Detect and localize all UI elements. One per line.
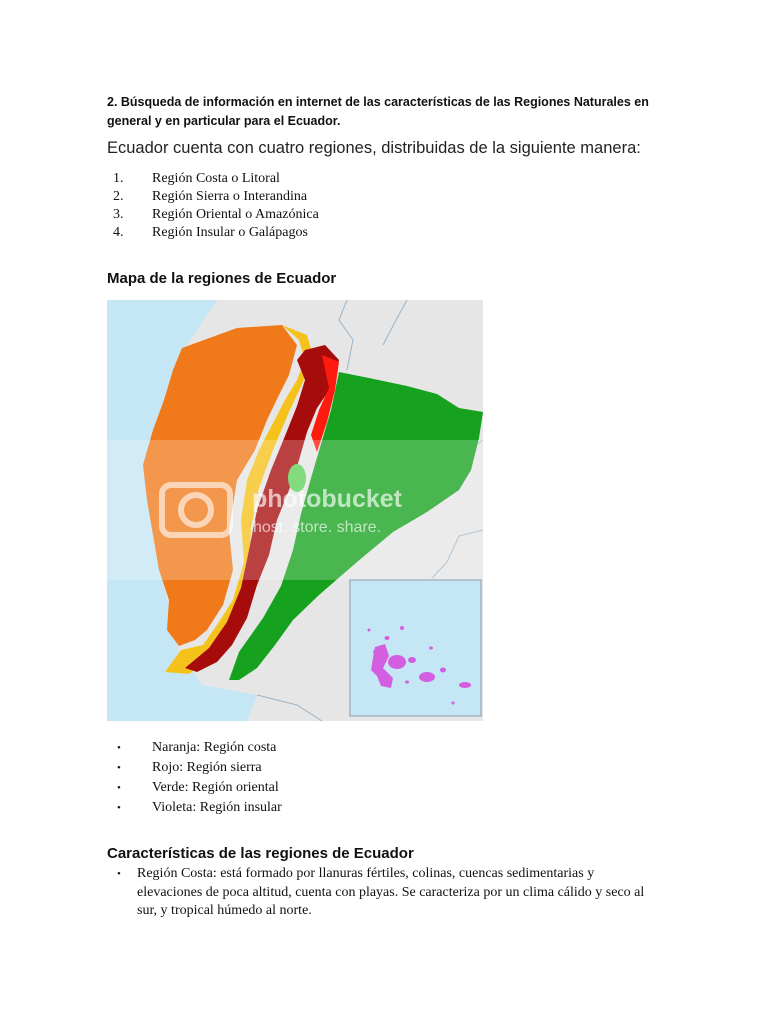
list-item-label: Región Oriental o Amazónica [152,207,319,222]
costa-description [117,865,657,921]
watermark-tagline: host. store. share. [253,519,382,536]
legend-label: Rojo: Región sierra [152,760,262,775]
map-legend [117,738,477,818]
list-item [113,206,413,224]
bullet: • [117,802,121,814]
list-item [113,224,413,242]
legend-label: Naranja: Región costa [152,740,277,755]
bullet: • [117,742,121,754]
list-number: 2. [113,189,124,204]
galapagos-inset [350,580,481,716]
characteristics-title: Características de las regiones de Ecuador [107,845,414,862]
list-item [113,188,413,206]
bullet: • [117,782,121,794]
map-title: Mapa de la regiones de Ecuador [107,270,337,287]
list-item-label: Región Costa o Litoral [152,171,280,186]
inset-frame [350,580,481,716]
list-number: 3. [113,207,124,222]
list-item [117,758,477,778]
list-item [117,798,477,818]
list-item-label: Región Insular o Galápagos [152,225,308,240]
regions-list [113,170,413,242]
legend-label: Verde: Región oriental [152,780,279,795]
list-item [113,170,413,188]
watermark-brand: photobucket [252,485,402,513]
bullet: • [117,868,121,880]
legend-label: Violeta: Región insular [152,800,282,815]
list-number: 4. [113,225,124,240]
costa-text: Región Costa: está formado por llanuras fértiles, colinas, cuencas sedimentarias y elevaciones de poca altitud, cuenta con playas. Se caracteriza por un clima cálido y seco al sur, y tropical húmedo al norte. [137,866,645,918]
list-item-label: Región Sierra o Interandina [152,189,308,204]
section-heading: 2. Búsqueda de información en internet de las características de las Regiones Naturales en general y en particular para el Ecuador. [107,95,649,128]
list-item [117,778,477,798]
photobucket-watermark [107,440,483,580]
list-item [117,738,477,758]
ecuador-regions-map [107,300,483,721]
bullet: • [117,762,121,774]
list-number: 1. [113,171,124,186]
intro-paragraph: Ecuador cuenta con cuatro regiones, distribuidas de la siguiente manera: [107,139,641,157]
